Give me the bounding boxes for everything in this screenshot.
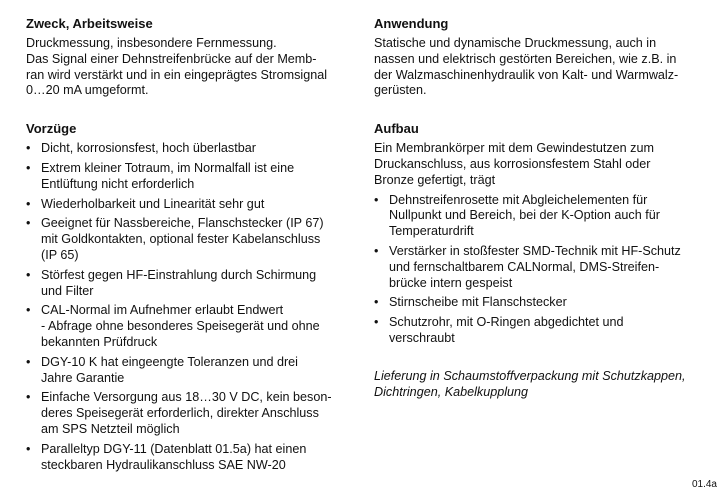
bullet-icon: • — [26, 354, 31, 369]
purpose-text: Druckmessung, insbesondere Fernmessung. Das Signal einer Dehnstreifenbrücke auf der Memb- ran wird verstärkt und in ein eingeprägtes Stromsignal 0…20 mA umgeformt. — [26, 36, 328, 98]
bullet-icon: • — [26, 141, 31, 156]
list-item — [26, 197, 354, 213]
right-column — [374, 15, 710, 421]
list-item — [374, 315, 710, 347]
list-item — [26, 141, 354, 157]
list-item-text: Dicht, korrosionsfest, hoch überlastbar — [41, 141, 256, 156]
list-item-text: Dehnstreifenrosette mit Abgleichelementen für Nullpunkt und Bereich, bei der K-Option auch für Temperaturdrift — [389, 192, 660, 239]
bullet-icon: • — [26, 196, 31, 211]
advantages-list — [26, 141, 354, 473]
bullet-icon: • — [26, 441, 31, 456]
bullet-icon: • — [26, 303, 31, 318]
bullet-icon: • — [374, 192, 379, 207]
application-section — [374, 15, 710, 99]
list-item — [26, 216, 354, 263]
list-item-text: Paralleltyp DGY-11 (Datenblatt 01.5a) hat einen steckbaren Hydraulikanschluss SAE NW-20 — [41, 441, 307, 472]
list-item-text: Verstärker in stoßfester SMD-Technik mit HF-Schutz und fernschaltbarem CALNormal, DMS-Streifen- brücke intern gespeist — [389, 243, 681, 290]
bullet-icon: • — [374, 295, 379, 310]
list-item — [26, 442, 354, 474]
list-item-text: CAL-Normal im Aufnehmer erlaubt Endwert - Abfrage ohne besonderes Speisegerät und ohne bekannten Prüfdruck — [41, 303, 320, 349]
purpose-heading: Zweck, Arbeitsweise — [26, 16, 153, 31]
construction-section — [374, 120, 710, 400]
list-item-text: Störfest gegen HF-Einstrahlung durch Schirmung und Filter — [41, 267, 317, 298]
list-item-text: Geeignet für Nassbereiche, Flanschstecker (IP 67) mit Goldkontakten, optional fester Kabelanschluss (IP 65) — [41, 216, 324, 262]
list-item — [26, 161, 354, 193]
application-heading: Anwendung — [374, 16, 449, 31]
list-item — [374, 193, 710, 240]
bullet-icon: • — [26, 160, 31, 175]
list-item — [26, 303, 354, 350]
bullet-icon: • — [26, 390, 31, 405]
list-item-text: Einfache Versorgung aus 18…30 V DC, kein beson- deres Speisegerät erforderlich, direkter Anschluss am SPS Netzteil möglich — [41, 390, 332, 436]
list-item — [374, 244, 710, 291]
construction-text: Ein Membrankörper mit dem Gewindestutzen zum Druckanschluss, aus korrosionsfestem Stahl oder Bronze gefertigt, trägt — [374, 141, 654, 187]
purpose-section — [26, 15, 354, 99]
bullet-icon: • — [374, 315, 379, 330]
application-text: Statische und dynamische Druckmessung, auch in nassen und elektrisch gestörten Bereichen, wie z.B. in der Walzmaschinenhydraulik von Kalt- und Warmwalz- gerüsten. — [374, 36, 679, 98]
delivery-note: Lieferung in Schaumstoffverpackung mit Schutzkappen, Dichtringen, Kabelkupplung — [374, 368, 686, 399]
left-column — [26, 15, 354, 494]
list-item-text: DGY-10 K hat eingeengte Toleranzen und drei Jahre Garantie — [41, 354, 298, 385]
bullet-icon: • — [374, 243, 379, 258]
list-item — [26, 355, 354, 387]
construction-heading: Aufbau — [374, 121, 419, 137]
list-item — [26, 268, 354, 300]
list-item-text: Wiederholbarkeit und Linearität sehr gut — [41, 196, 265, 211]
advantages-heading: Vorzüge — [26, 121, 77, 137]
list-item-text: Schutzrohr, mit O-Ringen abgedichtet und verschraubt — [389, 315, 624, 345]
list-item — [374, 295, 710, 311]
bullet-icon: • — [26, 216, 31, 231]
page-number: 01.4a — [691, 479, 717, 490]
construction-list — [374, 193, 710, 347]
advantages-section — [26, 120, 354, 473]
list-item — [26, 390, 354, 437]
list-item-text: Stirnscheibe mit Flanschstecker — [389, 295, 567, 310]
list-item-text: Extrem kleiner Totraum, im Normalfall ist eine Entlüftung nicht erforderlich — [41, 160, 295, 191]
bullet-icon: • — [26, 267, 31, 282]
